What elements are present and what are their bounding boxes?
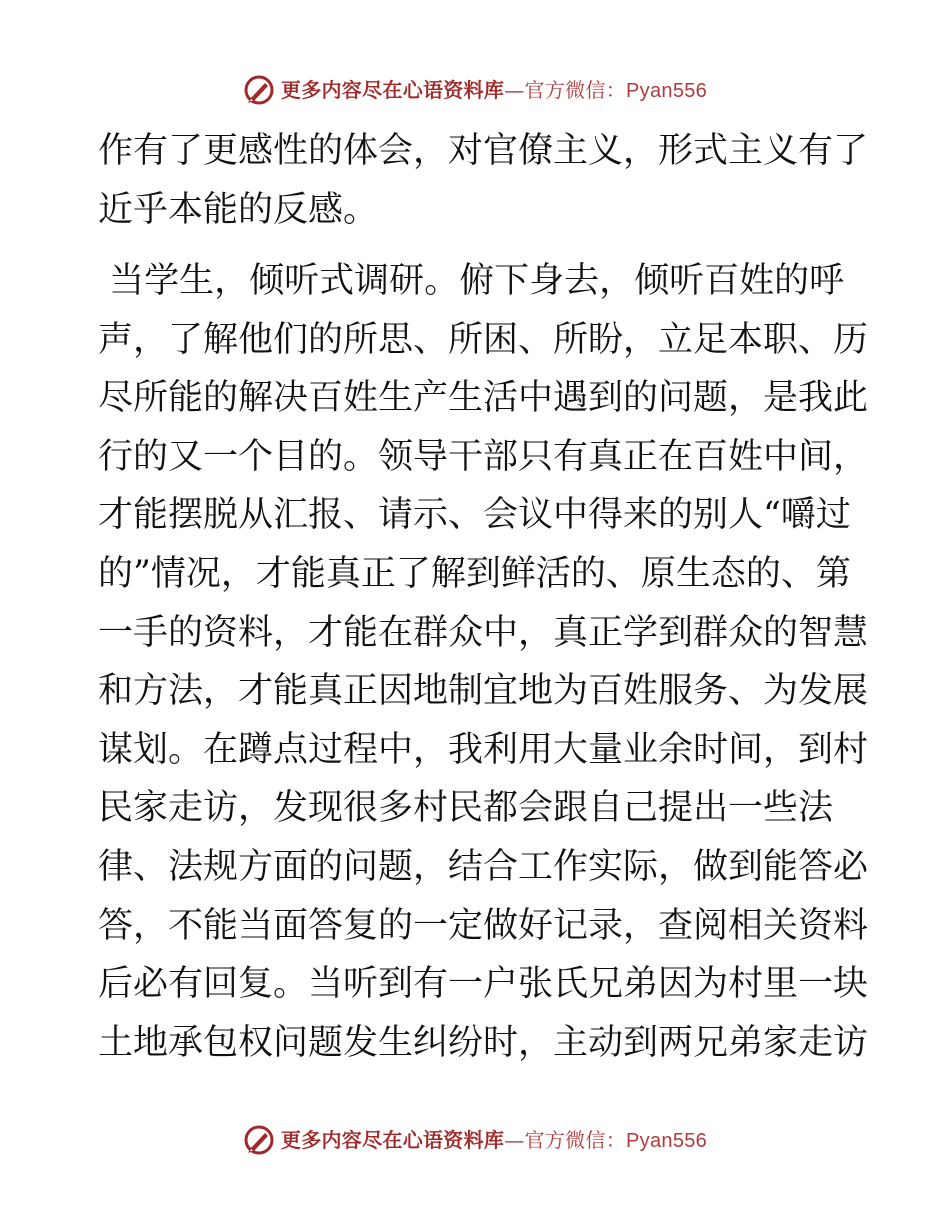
footer-banner xyxy=(0,1120,950,1160)
paragraph-1 xyxy=(98,122,869,239)
banner-separator: — xyxy=(504,1127,525,1152)
banner-side-text: 官方微信： xyxy=(524,77,627,102)
banner-separator: — xyxy=(504,77,525,102)
banner-handle: Pyan556 xyxy=(626,79,708,102)
text-line: 的”情况，才能真正了解到鲜活的、原生态的、第 xyxy=(98,553,851,594)
text-line: 声，了解他们的所思、所困、所盼，立足本职、历 xyxy=(98,319,869,360)
text-line: 答，不能当面答复的一定做好记录，查阅相关资料 xyxy=(98,905,869,946)
pen-in-circle-icon xyxy=(243,1124,275,1156)
text-line: 土地承包权问题发生纠纷时，主动到两兄弟家走访 xyxy=(98,1022,869,1063)
banner-main-text: 更多内容尽在心语资料库 xyxy=(280,77,505,102)
text-line: 和方法，才能真正因地制宜地为百姓服务、为发展 xyxy=(98,671,869,712)
paragraph-2 xyxy=(98,252,869,1072)
banner-side-text: 官方微信： xyxy=(524,1127,627,1152)
text-line: 才能摆脱从汇报、请示、会议中得来的别人“嚼过 xyxy=(98,495,851,536)
text-line: 一手的资料，才能在群众中，真正学到群众的智慧 xyxy=(98,612,869,653)
pen-in-circle-icon xyxy=(243,74,275,106)
text-line: 近乎本能的反感。 xyxy=(98,189,379,230)
text-line: 谋划。在蹲点过程中，我利用大量业余时间，到村 xyxy=(98,729,869,770)
text-line: 作有了更感性的体会，对官僚主义，形式主义有了 xyxy=(98,131,869,171)
text-line: 民家走访，发现很多村民都会跟自己提出一些法 xyxy=(98,788,834,829)
banner-main-text: 更多内容尽在心语资料库 xyxy=(280,1127,505,1152)
header-banner xyxy=(0,70,950,110)
text-line: 律、法规方面的问题，结合工作实际，做到能答必 xyxy=(98,846,869,887)
text-line: 当学生，倾听式调研。俯下身去，倾听百姓的呼 xyxy=(98,261,845,301)
text-line: 后必有回复。当听到有一户张氏兄弟因为村里一块 xyxy=(98,964,869,1005)
text-line: 行的又一个目的。领导干部只有真正在百姓中间， xyxy=(98,436,869,477)
banner-handle: Pyan556 xyxy=(626,1129,708,1152)
text-line: 尽所能的解决百姓生产生活中遇到的问题，是我此 xyxy=(98,378,869,419)
